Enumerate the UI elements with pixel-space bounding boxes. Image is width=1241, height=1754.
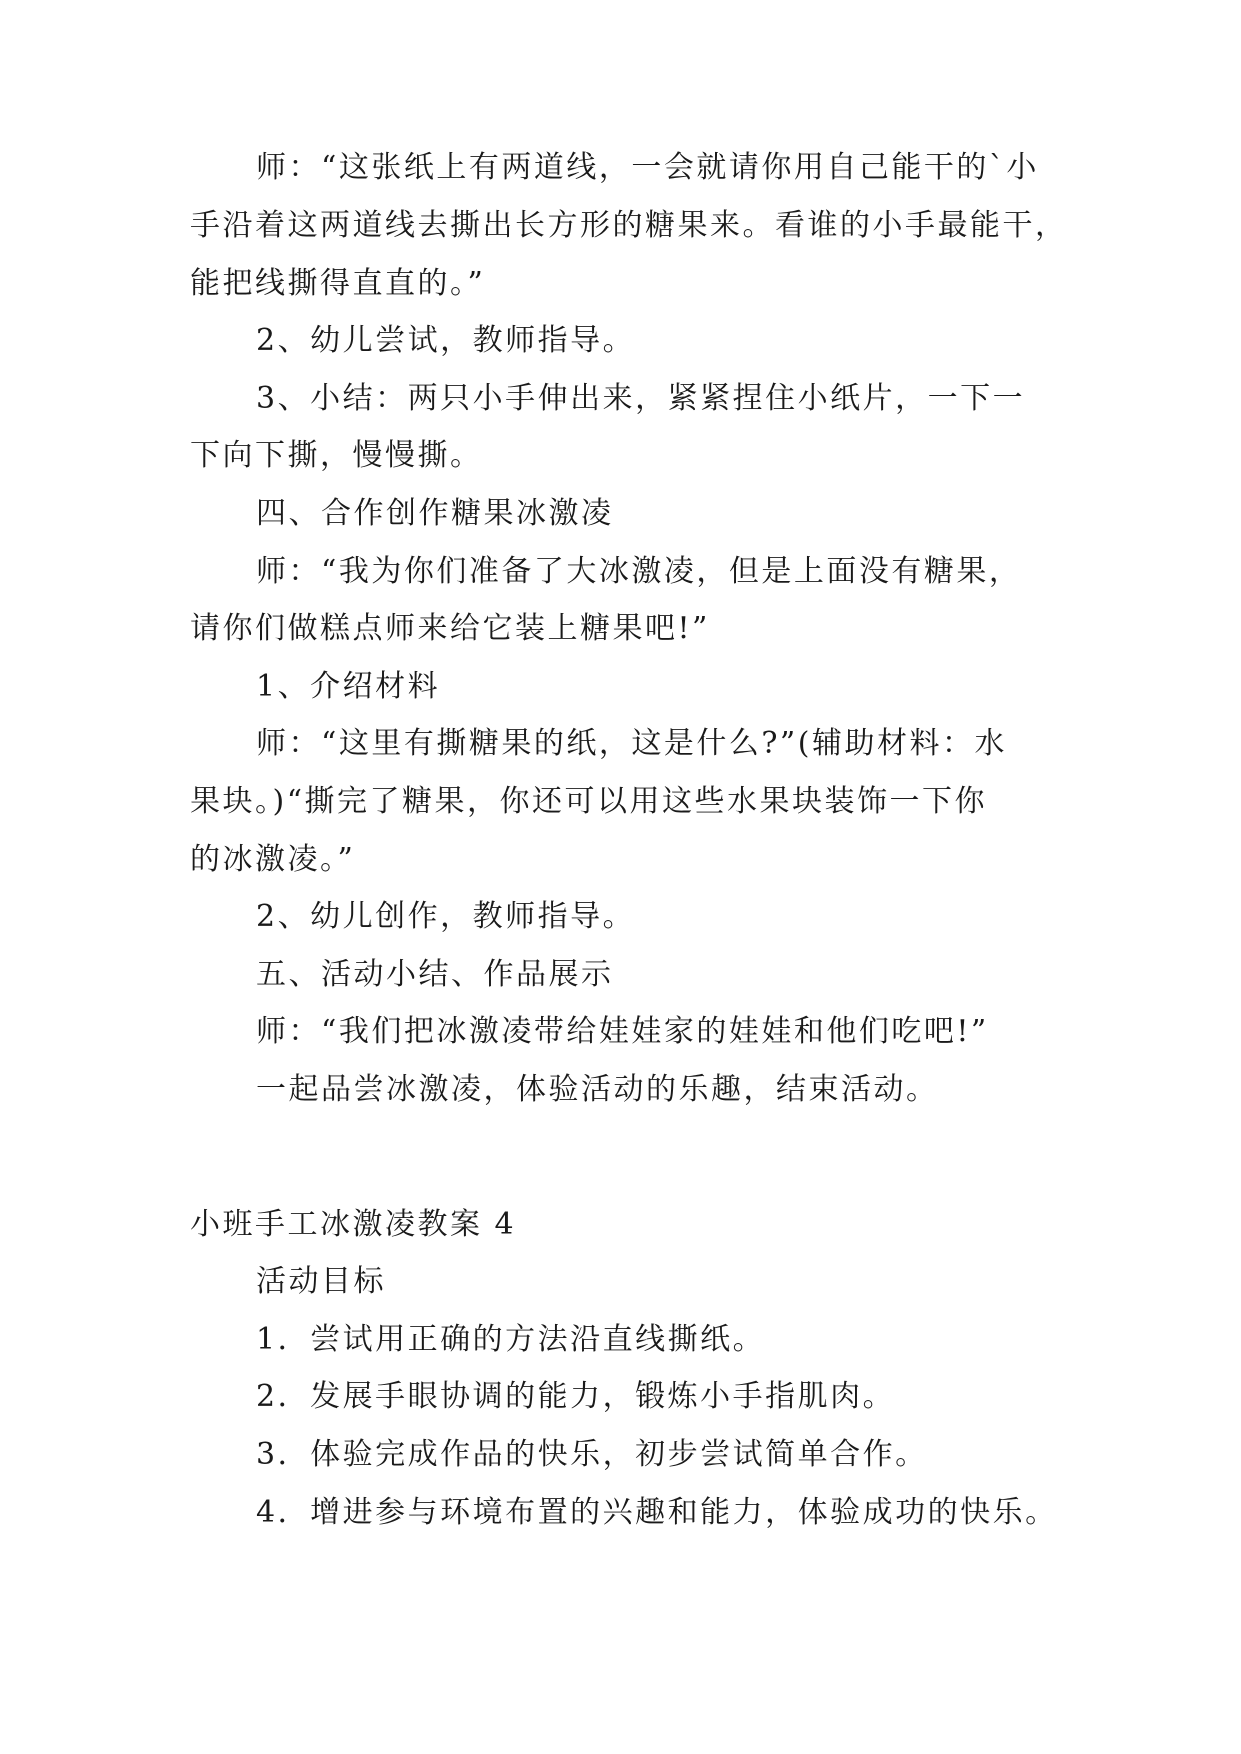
section-heading: 活动目标 xyxy=(256,1264,386,1299)
paragraph-line: 请你们做糕点师来给它装上糖果吧!” xyxy=(190,611,710,646)
paragraph-line: 2、幼儿创作，教师指导。 xyxy=(256,899,636,934)
paragraph-line: 下向下撕，慢慢撕。 xyxy=(190,438,483,473)
paragraph-line: 果块。)“撕完了糖果，你还可以用这些水果块装饰一下你 xyxy=(190,784,988,819)
section-heading: 五、活动小结、作品展示 xyxy=(256,957,614,992)
paragraph-line: 师：“我们把冰激凌带给娃娃家的娃娃和他们吃吧!” xyxy=(256,1014,989,1049)
paragraph-line: 师：“这里有撕糖果的纸，这是什么?”(辅助材料：水 xyxy=(256,726,1007,761)
paragraph-line: 师：“我为你们准备了大冰激凌，但是上面没有糖果， xyxy=(256,554,1022,589)
paragraph-line: 能把线撕得直直的。” xyxy=(190,266,486,301)
paragraph-line: 手沿着这两道线去撕出长方形的糖果来。看谁的小手最能干， xyxy=(190,208,1068,243)
document-title: 小班手工冰激凌教案 4 xyxy=(190,1207,517,1242)
paragraph-line: 的冰激凌。” xyxy=(190,842,356,877)
paragraph-line: 师：“这张纸上有两道线，一会就请你用自己能干的`小 xyxy=(256,150,1039,185)
paragraph-line: 一起品尝冰激凌，体验活动的乐趣，结束活动。 xyxy=(256,1072,939,1107)
paragraph-line: 1、介绍材料 xyxy=(256,669,441,704)
list-item: 1．尝试用正确的方法沿直线撕纸。 xyxy=(256,1322,766,1357)
paragraph-line: 3、小结：两只小手伸出来，紧紧捏住小纸片，一下一 xyxy=(256,381,1026,416)
paragraph-line: 2、幼儿尝试，教师指导。 xyxy=(256,323,636,358)
section-heading: 四、合作创作糖果冰激凌 xyxy=(256,496,614,531)
list-item: 4．增进参与环境布置的兴趣和能力，体验成功的快乐。 xyxy=(256,1495,1058,1530)
list-item: 3．体验完成作品的快乐，初步尝试简单合作。 xyxy=(256,1437,928,1472)
list-item: 2．发展手眼协调的能力，锻炼小手指肌肉。 xyxy=(256,1379,896,1414)
